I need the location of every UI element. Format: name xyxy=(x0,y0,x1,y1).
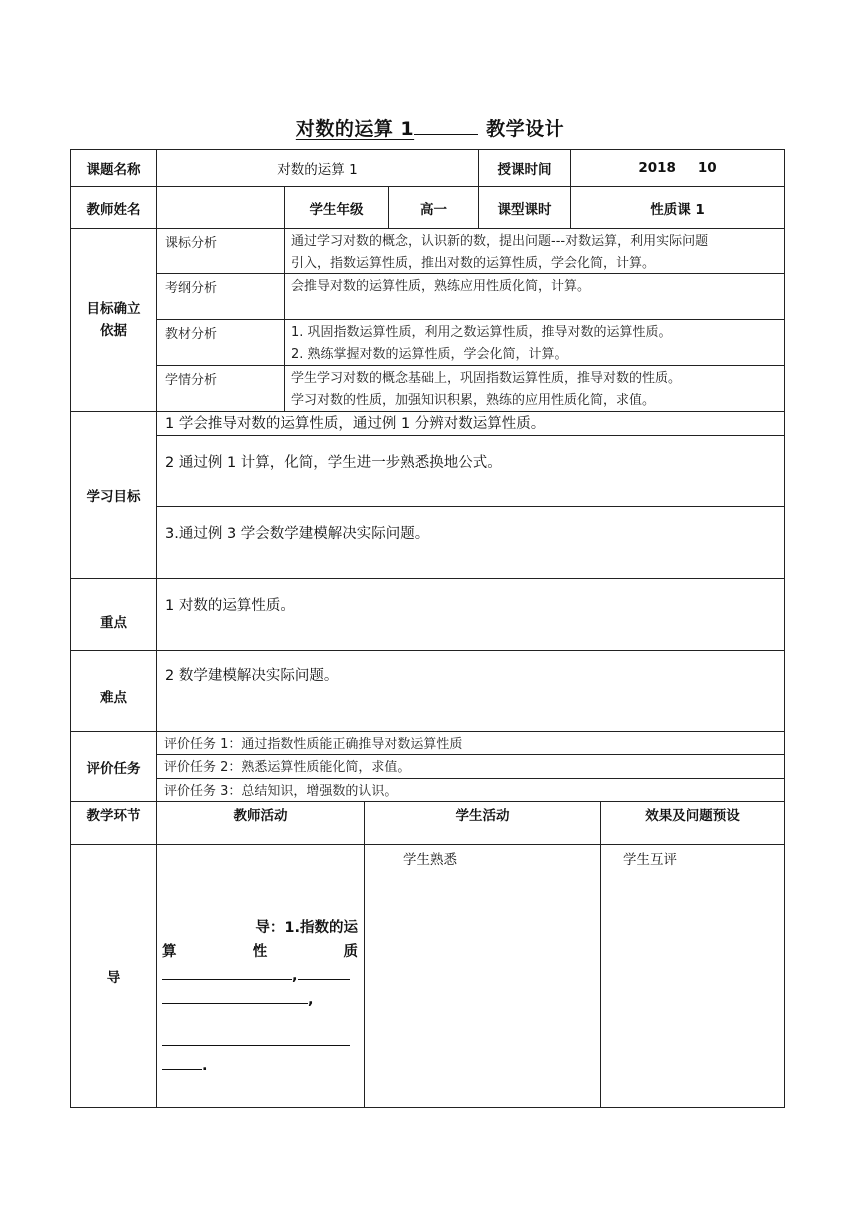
basis-item-content xyxy=(285,366,784,411)
teacher-activity-line1: 导：1.指数的运 xyxy=(255,920,358,936)
goal-item: 1 学会推导对数的运算性质，通过例 1 分辨对数运算性质。 xyxy=(165,416,546,432)
key-point-text: 1 对数的运算性质。 xyxy=(165,598,295,614)
lesson-time-year: 2018 xyxy=(638,160,676,176)
course-name-label: 课题名称 xyxy=(86,162,141,178)
student-activity: 学生熟悉 xyxy=(403,852,457,868)
lesson-type-value: 性质课 1 xyxy=(650,201,705,218)
basis-item-content xyxy=(285,274,784,319)
basis-line: 学习对数的性质，加强知识积累，熟练的应用性质化简，求值。 xyxy=(291,393,656,408)
title-underline-gap xyxy=(414,118,478,135)
difficulty-label: 难点 xyxy=(100,690,127,706)
eval-item: 评价任务 2：熟悉运算性质能化简，求值。 xyxy=(164,760,411,775)
eval-item: 评价任务 1：通过指数性质能正确推导对数运算性质 xyxy=(164,737,463,752)
teacher-activity-char: 算 xyxy=(162,944,177,960)
basis-item-content xyxy=(285,229,784,273)
basis-item-name: 教材分析 xyxy=(165,327,218,342)
key-point-label: 重点 xyxy=(100,614,127,631)
process-header-stage: 教学环节 xyxy=(86,808,141,824)
basis-item-name: 学情分析 xyxy=(165,373,218,388)
basis-item-name: 考纲分析 xyxy=(165,281,218,296)
process-header-teacher: 教师活动 xyxy=(233,808,288,824)
page-title xyxy=(0,114,860,141)
process-stage: 导 xyxy=(106,970,121,986)
lesson-type-label: 课型课时 xyxy=(497,201,552,218)
fill-blank-line xyxy=(162,1030,358,1054)
basis-line: 学生学习对数的概念基础上，巩固指数运算性质，推导对数的性质。 xyxy=(291,371,682,386)
grade-value: 高一 xyxy=(420,201,447,218)
basis-item-content xyxy=(285,320,784,365)
goals-label: 学习目标 xyxy=(86,489,141,505)
process-header-student: 学生活动 xyxy=(455,808,510,824)
teacher-activity-char: 性 xyxy=(252,944,268,960)
grade-label: 学生年级 xyxy=(309,201,364,218)
basis-line: 引入，指数运算性质，推出对数的运算性质，学会化简，计算。 xyxy=(291,256,656,271)
title-left: 对数的运算 1 xyxy=(295,118,415,140)
teacher-activity-line2 xyxy=(162,940,358,964)
fill-blank-line xyxy=(162,988,358,1012)
title-right: 教学设计 xyxy=(486,118,565,140)
effect-preset: 学生互评 xyxy=(623,852,677,868)
course-name-value: 对数的运算 1 xyxy=(277,162,358,178)
teacher-name-label: 教师姓名 xyxy=(86,201,141,218)
teacher-activity-sep: , xyxy=(308,992,314,1008)
teacher-name-value xyxy=(157,187,284,228)
lesson-time-label: 授课时间 xyxy=(497,162,552,178)
basis-line: 通过学习对数的概念，认识新的数，提出问题---对数运算，利用实际问题 xyxy=(291,234,709,249)
goal-item: 2 通过例 1 计算，化简，学生进一步熟悉换地公式。 xyxy=(165,455,502,471)
teacher-activity-sep: . xyxy=(202,1058,208,1074)
eval-label: 评价任务 xyxy=(86,760,141,777)
process-header-effect: 效果及问题预设 xyxy=(645,808,740,824)
teacher-activity-char: 质 xyxy=(343,944,358,960)
lesson-time-month: 10 xyxy=(697,160,717,176)
eval-item: 评价任务 3：总结知识，增强数的认识。 xyxy=(164,784,398,799)
basis-line: 2. 熟练掌握对数的运算性质，学会化简，计算。 xyxy=(291,347,568,362)
basis-label: 目标确立依据 xyxy=(86,301,141,339)
basis-line: 1. 巩固指数运算性质，利用之数运算性质，推导对数的运算性质。 xyxy=(291,325,672,340)
goal-item: 3.通过例 3 学会数学建模解决实际问题。 xyxy=(165,526,430,542)
teacher-activity-sep: , xyxy=(292,968,298,984)
fill-blank-line xyxy=(162,1054,358,1078)
fill-blank-line xyxy=(162,964,358,988)
difficulty-text: 2 数学建模解决实际问题。 xyxy=(165,668,339,684)
basis-item-name: 课标分析 xyxy=(165,236,218,251)
basis-line: 会推导对数的运算性质，熟练应用性质化简，计算。 xyxy=(291,279,591,294)
teacher-activity xyxy=(162,916,358,1078)
lesson-time-value xyxy=(571,150,784,186)
